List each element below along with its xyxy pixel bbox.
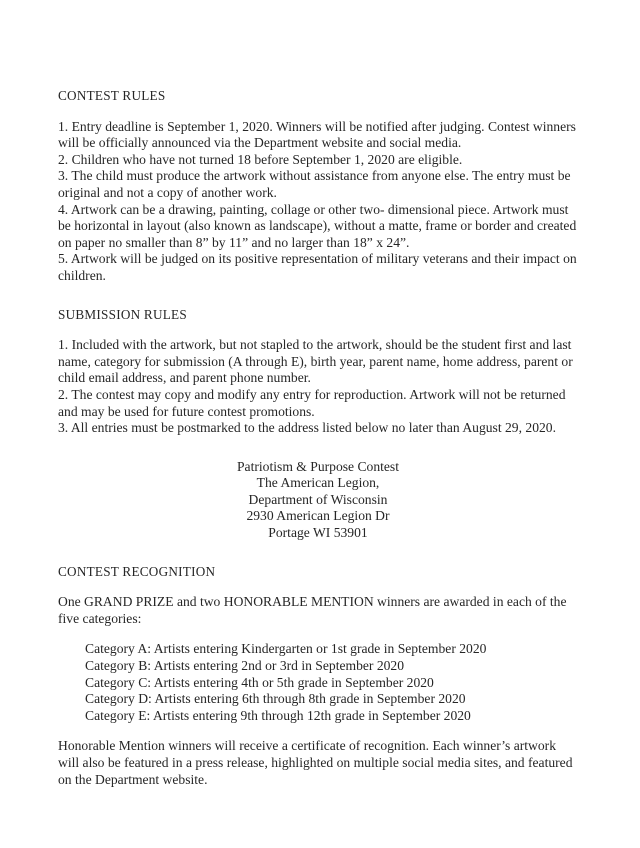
contest-recognition-heading: CONTEST RECOGNITION — [58, 563, 216, 579]
contest-rule-4: 4. Artwork can be a drawing, painting, collage or other two- dimensional piece. Artwork must be horizontal in layout (also known as landscape), without a matte, frame or border and created on paper no smaller than 8” by 11” and no larger than 18” x 24”. — [58, 201, 577, 250]
recognition-intro: One GRAND PRIZE and two HONORABLE MENTION winners are awarded in each of the five categories: — [58, 594, 567, 626]
list-item: Category D: Artists entering 6th through 8th grade in September 2020 — [85, 691, 466, 707]
contest-rule-2: 2. Children who have not turned 18 before September 1, 2020 are eligible. — [58, 151, 463, 167]
list-item: Category E: Artists entering 9th through 12th grade in September 2020 — [85, 707, 471, 723]
submission-rule-1: 1. Included with the artwork, but not stapled to the artwork, should be the student first and last name, category for submission (A through E), birth year, parent name, home address, parent or child email address, and parent phone number. — [58, 337, 573, 386]
mailing-address — [58, 459, 578, 542]
submission-rules-heading: SUBMISSION RULES — [58, 306, 187, 322]
spacer — [58, 285, 578, 307]
spacer — [58, 580, 578, 594]
submission-rule-3: 3. All entries must be postmarked to the address listed below no later than August 29, 2020. — [58, 420, 556, 436]
submission-rule-2: 2. The contest may copy and modify any entry for reproduction. Artwork will not be returned and may be used for future contest promotions. — [58, 386, 566, 419]
contest-rule-3: 3. The child must produce the artwork without assistance from anyone else. The entry must be original and not a copy of another work. — [58, 168, 571, 200]
spacer — [58, 437, 578, 459]
address-line-street: 2930 American Legion Dr — [246, 508, 390, 524]
recognition-closing-paragraph: Honorable Mention winners will receive a certificate of recognition. Each winner’s artwork will also be featured in a press release, highlighted on multiple social media sites, and featured on the Department website. — [58, 738, 573, 787]
spacer — [58, 724, 578, 738]
spacer — [58, 627, 578, 641]
contest-rule-5: 5. Artwork will be judged on its positive representation of military veterans and their impact on children. — [58, 251, 577, 283]
spacer — [58, 105, 578, 119]
list-item: Category C: Artists entering 4th or 5th grade in September 2020 — [85, 674, 434, 690]
category-list — [58, 641, 578, 724]
address-line-city-state-zip: Portage WI 53901 — [268, 525, 368, 541]
spacer — [58, 542, 578, 564]
contest-rules-heading: CONTEST RULES — [58, 88, 166, 103]
contest-rule-1: 1. Entry deadline is September 1, 2020. Winners will be notified after judging. Contest winners will be officially announced via the Department website and social media. — [58, 118, 576, 151]
address-line-organization: The American Legion, — [256, 475, 380, 491]
list-item: Category A: Artists entering Kindergarten or 1st grade in September 2020 — [85, 641, 487, 657]
spacer — [58, 323, 578, 337]
list-item: Category B: Artists entering 2nd or 3rd in September 2020 — [85, 658, 405, 674]
address-line-department: Department of Wisconsin — [248, 491, 388, 507]
address-line-contest-name: Patriotism & Purpose Contest — [237, 458, 399, 474]
